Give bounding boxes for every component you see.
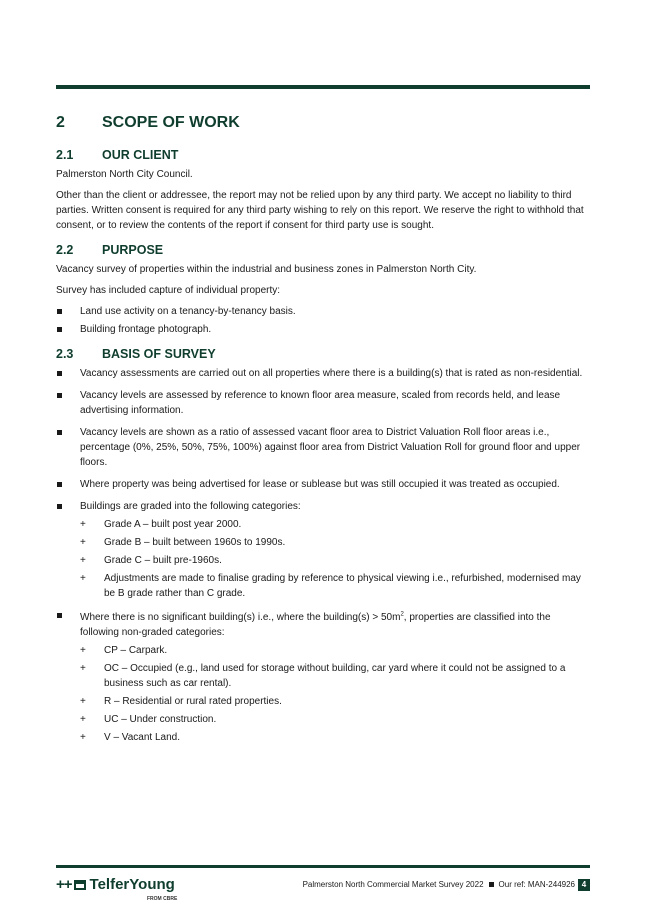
grade-text: Grade B – built between 1960s to 1990s. xyxy=(104,537,286,548)
list-item xyxy=(56,425,590,470)
grade-item xyxy=(80,517,590,532)
basis-number: 2.3 xyxy=(56,347,74,361)
grade-list xyxy=(80,517,590,601)
logo-plus-icon: ++ xyxy=(56,876,72,893)
purpose-section xyxy=(56,241,590,337)
purpose-list xyxy=(56,304,590,337)
section-heading xyxy=(56,112,590,134)
logo-name: TelferYoung xyxy=(89,876,175,893)
purpose-heading xyxy=(56,241,590,259)
client-para: Palmerston North City Council. xyxy=(56,169,193,180)
square-bullet-icon xyxy=(57,393,62,398)
plus-bullet-icon: + xyxy=(80,696,86,708)
grade-text: Grade A – built post year 2000. xyxy=(104,519,242,530)
square-bullet-icon xyxy=(57,504,62,509)
footer-text xyxy=(303,880,575,889)
list-item-text: Vacancy levels are assessed by reference to known floor area measure, scaled from records held, and lease advertising information. xyxy=(80,390,561,416)
client-para: Other than the client or addressee, the report may not be relied upon by any third party. We accept no liability to third parties. Written consent is required for any third party wishing to rely on this report. We reserve the right to withhold that consent, or to review the contents of the report if consent for third party use is sought. xyxy=(56,190,584,231)
logo-box-icon xyxy=(74,880,86,890)
list-item-text: Building frontage photograph. xyxy=(80,324,212,335)
nongraded-intro-a: Where there is no significant building(s) i.e., where the building(s) > 50m xyxy=(80,612,401,624)
purpose-para: Survey has included capture of individual property: xyxy=(56,285,281,296)
section-number: 2 xyxy=(56,114,65,131)
list-item-text: Vacancy levels are shown as a ratio of assessed vacant floor area to District Valuation Roll floor areas i.e., percentage (0%, 25%, 50%, 75%, 100%) against floor area from District Valuation Roll for ground floor and upper floors. xyxy=(80,427,581,468)
list-item-text: Land use activity on a tenancy-by-tenancy basis. xyxy=(80,306,296,317)
nongraded-text: CP – Carpark. xyxy=(104,645,168,657)
basis-heading xyxy=(56,345,590,363)
grade-item xyxy=(80,535,590,550)
nongraded-item xyxy=(80,661,590,691)
purpose-title: PURPOSE xyxy=(102,243,164,257)
nongraded-item xyxy=(80,694,590,709)
square-separator-icon xyxy=(489,882,494,887)
grade-text: Adjustments are made to finalise grading by reference to physical viewing i.e., refurbished, modernised may be B grade rather than C grade. xyxy=(104,573,581,599)
client-heading xyxy=(56,146,590,164)
list-item xyxy=(56,477,590,492)
client-section xyxy=(56,146,590,233)
square-bullet-icon xyxy=(57,371,62,376)
grade-item xyxy=(80,571,590,601)
plus-bullet-icon: + xyxy=(80,714,86,726)
logo-subtext: FROM CBRE xyxy=(147,896,178,902)
list-item xyxy=(56,499,590,601)
nongraded-item xyxy=(80,730,590,745)
nongraded-text: R – Residential or rural rated properties. xyxy=(104,696,282,708)
superscript: 2 xyxy=(400,612,404,618)
client-number: 2.1 xyxy=(56,148,74,162)
nongraded-intro-b: , properties are classified into the following non-graded categories: xyxy=(80,612,551,639)
plus-bullet-icon: + xyxy=(80,537,86,548)
list-item xyxy=(56,322,590,337)
square-bullet-icon xyxy=(57,430,62,435)
nongraded-intro xyxy=(80,612,551,638)
basis-title: BASIS OF SURVEY xyxy=(102,347,216,361)
list-item xyxy=(56,304,590,319)
footer-report-title: Palmerston North Commercial Market Survey 2022 xyxy=(302,880,484,889)
footer-ref: Our ref: MAN-244926 xyxy=(498,880,575,889)
nongraded-text: OC – Occupied (e.g., land used for storage without building, car yard where it could not be assigned to a business such as car rental). xyxy=(104,663,566,690)
nongraded-list xyxy=(80,643,590,745)
grade-item xyxy=(80,553,590,568)
list-item-text: Where property was being advertised for lease or sublease but was still occupied it was treated as occupied. xyxy=(80,479,560,490)
page-number: 4 xyxy=(578,879,590,891)
nongraded-text: V – Vacant Land. xyxy=(104,732,180,744)
basis-list xyxy=(56,366,590,745)
basis-section xyxy=(56,345,590,745)
page-content xyxy=(56,112,590,753)
grade-text: Grade C – built pre-1960s. xyxy=(104,555,222,566)
list-item-text: Buildings are graded into the following categories: xyxy=(80,501,301,512)
list-item xyxy=(56,608,590,745)
list-item xyxy=(56,388,590,418)
section-title: SCOPE OF WORK xyxy=(102,114,240,131)
list-item xyxy=(56,366,590,381)
square-bullet-icon xyxy=(57,327,62,332)
square-bullet-icon xyxy=(57,613,62,618)
plus-bullet-icon: + xyxy=(80,573,86,584)
plus-bullet-icon: + xyxy=(80,519,86,530)
nongraded-item xyxy=(80,712,590,727)
square-bullet-icon xyxy=(57,309,62,314)
header-rule xyxy=(56,85,590,89)
footer-rule xyxy=(56,865,590,868)
nongraded-item xyxy=(80,643,590,658)
square-bullet-icon xyxy=(57,482,62,487)
plus-bullet-icon: + xyxy=(80,555,86,566)
plus-bullet-icon: + xyxy=(80,645,86,657)
telferyoung-logo xyxy=(56,876,175,893)
nongraded-text: UC – Under construction. xyxy=(104,714,217,726)
purpose-number: 2.2 xyxy=(56,243,74,257)
plus-bullet-icon: + xyxy=(80,663,86,675)
list-item-text: Vacancy assessments are carried out on all properties where there is a building(s) that is rated as non-residential. xyxy=(80,368,583,379)
client-title: OUR CLIENT xyxy=(102,148,179,162)
purpose-para: Vacancy survey of properties within the industrial and business zones in Palmerston North City. xyxy=(56,264,477,275)
plus-bullet-icon: + xyxy=(80,732,86,744)
